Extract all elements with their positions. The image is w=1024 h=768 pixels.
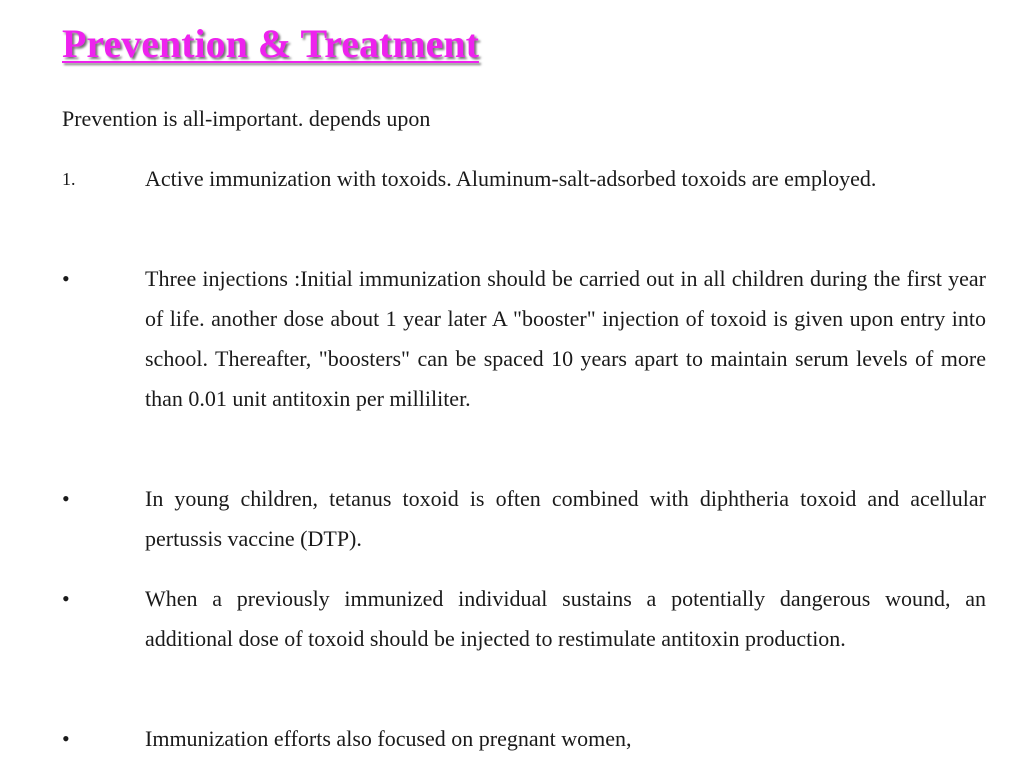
list-item-text: Three injections :Initial immunization should be carried out in all children during the first year of life. another dose about 1 year later A "booster" injection of toxoid is given upon entry into school. Thereafter, "boosters" can be spaced 10 years apart to maintain serum levels of more than 0.01 unit antitoxin per milliliter. bbox=[145, 266, 986, 411]
list-item-bullet bbox=[62, 479, 986, 559]
list-item-text: Immunization efforts also focused on pregnant women, bbox=[145, 726, 632, 751]
list-item-bullet bbox=[62, 579, 986, 659]
list-item-numbered bbox=[62, 159, 986, 199]
bullet-icon: • bbox=[62, 586, 70, 611]
list-item-text: In young children, tetanus toxoid is often combined with diphtheria toxoid and acellular pertussis vaccine (DTP). bbox=[145, 486, 986, 551]
list-item-bullet bbox=[62, 259, 986, 419]
list-item-text: Active immunization with toxoids. Aluminum-salt-adsorbed toxoids are employed. bbox=[145, 166, 877, 191]
bullet-icon: • bbox=[62, 266, 70, 291]
list-number: 1. bbox=[62, 169, 76, 189]
slide-title: Prevention & Treatment bbox=[62, 21, 479, 66]
list-item-bullet bbox=[62, 719, 986, 759]
list-item-text: When a previously immunized individual sustains a potentially dangerous wound, an additional dose of toxoid should be injected to restimulate antitoxin production. bbox=[145, 586, 986, 651]
bullet-icon: • bbox=[62, 486, 70, 511]
intro-text: Prevention is all-important. depends upon bbox=[62, 106, 431, 131]
bullet-icon: • bbox=[62, 726, 70, 751]
